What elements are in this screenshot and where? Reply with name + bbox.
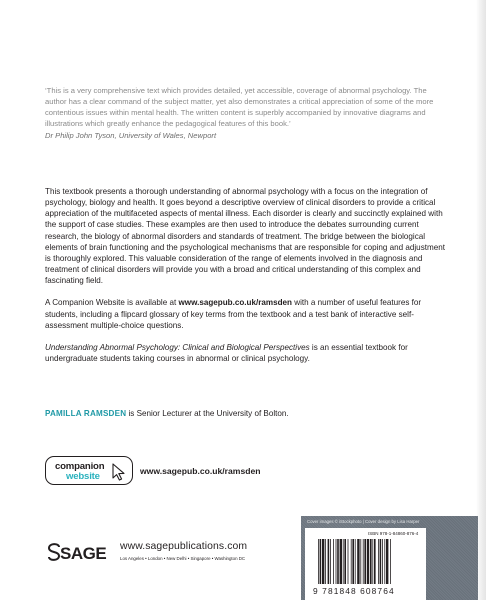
companion-paragraph-lead: A Companion Website is available at (45, 298, 179, 308)
isbn-block (305, 528, 426, 600)
quote-attribution: Dr Philip John Tyson, University of Wales, Newport (45, 131, 217, 141)
quote-text: ‘This is a very comprehensive text which provides detailed, yet accessible, coverage of abnormal psychology. The author has a clear command of the subject matter, yet also demonstrates a critical appreciation of some of the more contentious issues within mental health. The written content is superbly accompanied by innovative diagrams and illustrations which greatly enhance the pedagogical features of this book.’ (45, 86, 434, 129)
companion-website-url[interactable]: www.sagepub.co.uk/ramsden (140, 466, 261, 476)
page-edge-shadow (476, 0, 486, 600)
website-word: website (66, 471, 100, 482)
book-title-italic: Understanding Abnormal Psychology: Clinical and Biological Perspectives (45, 342, 310, 352)
sage-logo (47, 541, 117, 563)
publisher-cities: Los Angeles • London • New Delhi • Singapore • Washington DC (120, 556, 246, 561)
book-description (45, 186, 450, 375)
cursor-arrow-icon (112, 463, 126, 481)
audience-paragraph-rest: is an essential textbook for undergraduate students taking courses in abnormal or clinical psychology. (45, 342, 408, 364)
barcode-icon (316, 539, 420, 584)
cover-credits: Cover images © iStockphoto | Cover design by Lisa Harper (307, 519, 420, 524)
isbn-number: ISBN 978-1-84860-876-4 (368, 531, 419, 536)
sage-logo-text: SAGE (60, 544, 107, 563)
companion-paragraph (45, 297, 450, 330)
companion-word: companion (55, 461, 105, 472)
author-bio (45, 409, 289, 418)
companion-paragraph-rest: with a number of useful features for students, including a flipcard glossary of key terms from the textbook and a test bank of interactive self-assessment multiple-choice questions. (45, 298, 422, 330)
companion-url-inline[interactable]: www.sagepub.co.uk/ramsden (178, 298, 292, 308)
endorsement-quote (45, 85, 445, 141)
audience-paragraph (45, 342, 450, 364)
barcode-digits: 9 781848 608764 (313, 586, 395, 596)
author-bio-text: is Senior Lecturer at the University of Bolton. (126, 409, 289, 418)
cover-info-panel (301, 516, 478, 600)
companion-website-logo[interactable] (45, 456, 133, 485)
author-name: PAMILLA RAMSDEN (45, 409, 127, 418)
description-paragraph: This textbook presents a thorough understanding of abnormal psychology with a focus on the integration of psychology, biology and health. It goes beyond a descriptive overview of clinical disorders to provide a critical appreciation of the multifaceted aspects of mental illness. Each disorder is clearly and succinctly explained with the support of case studies. These examples are then used to introduce the debates surrounding current research, the biology of abnormal disorders and standards of treatment. The bridge between the biological elements of brain functioning and the psychological mechanisms that are responsible for coping and adjustment is thoroughly explored. This valuable consideration of the range of elements involved in the diagnosis and treatment of clinical disorders will provide you with a broad and critical understanding of this complex and fascinating field. (45, 187, 445, 286)
publisher-url[interactable]: www.sagepublications.com (120, 541, 248, 552)
